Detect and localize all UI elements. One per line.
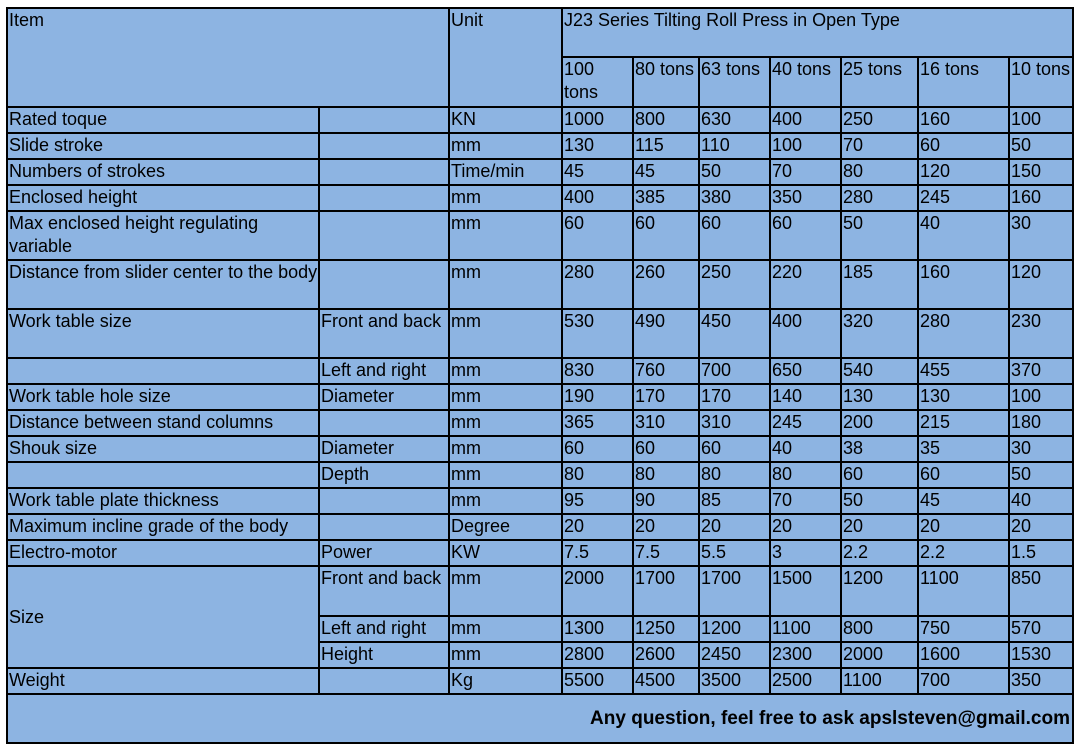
table-row xyxy=(7,540,1073,566)
unit-cell: mm xyxy=(449,436,562,462)
value-cell: 800 xyxy=(841,616,918,642)
value-cell: 245 xyxy=(770,410,841,436)
value-cell: 170 xyxy=(699,384,770,410)
unit-cell: KN xyxy=(449,107,562,133)
item-cell: Enclosed height xyxy=(7,185,319,211)
unit-cell: Degree xyxy=(449,514,562,540)
value-cell: 1200 xyxy=(841,566,918,616)
model-header: 80 tons xyxy=(633,57,699,107)
item-cell: Maximum incline grade of the body xyxy=(7,514,319,540)
sub-cell: Left and right xyxy=(319,358,449,384)
table-row xyxy=(7,309,1073,358)
spec-table xyxy=(6,7,1074,744)
value-cell: 280 xyxy=(841,185,918,211)
value-cell: 95 xyxy=(562,488,633,514)
value-cell: 60 xyxy=(562,436,633,462)
table-row xyxy=(7,410,1073,436)
value-cell: 3500 xyxy=(699,668,770,694)
value-cell: 60 xyxy=(562,211,633,260)
value-cell: 7.5 xyxy=(633,540,699,566)
value-cell: 400 xyxy=(562,185,633,211)
value-cell: 455 xyxy=(918,358,1009,384)
value-cell: 400 xyxy=(770,107,841,133)
value-cell: 1200 xyxy=(699,616,770,642)
value-cell: 760 xyxy=(633,358,699,384)
value-cell: 800 xyxy=(633,107,699,133)
item-cell: Electro-motor xyxy=(7,540,319,566)
value-cell: 30 xyxy=(1009,436,1073,462)
table-row xyxy=(7,185,1073,211)
value-cell: 2.2 xyxy=(918,540,1009,566)
value-cell: 40 xyxy=(1009,488,1073,514)
value-cell: 280 xyxy=(562,260,633,309)
footer-row xyxy=(7,694,1073,743)
value-cell: 700 xyxy=(699,358,770,384)
value-cell: 380 xyxy=(699,185,770,211)
value-cell: 230 xyxy=(1009,309,1073,358)
item-cell: Shouk size xyxy=(7,436,319,462)
sub-cell xyxy=(319,668,449,694)
unit-cell: mm xyxy=(449,410,562,436)
value-cell: 20 xyxy=(633,514,699,540)
item-header: Item xyxy=(7,8,449,107)
table-row xyxy=(7,384,1073,410)
value-cell: 90 xyxy=(633,488,699,514)
unit-cell: mm xyxy=(449,260,562,309)
value-cell: 310 xyxy=(633,410,699,436)
value-cell: 160 xyxy=(1009,185,1073,211)
value-cell: 570 xyxy=(1009,616,1073,642)
contact-footer: Any question, feel free to ask apslsteven@gmail.com xyxy=(7,694,1073,743)
value-cell: 130 xyxy=(918,384,1009,410)
table-row xyxy=(7,358,1073,384)
value-cell: 1500 xyxy=(770,566,841,616)
value-cell: 60 xyxy=(918,462,1009,488)
model-header: 100 tons xyxy=(562,57,633,107)
value-cell: 2000 xyxy=(562,566,633,616)
value-cell: 3 xyxy=(770,540,841,566)
value-cell: 1300 xyxy=(562,616,633,642)
value-cell: 20 xyxy=(841,514,918,540)
value-cell: 160 xyxy=(918,107,1009,133)
value-cell: 220 xyxy=(770,260,841,309)
value-cell: 850 xyxy=(1009,566,1073,616)
value-cell: 120 xyxy=(1009,260,1073,309)
value-cell: 2000 xyxy=(841,642,918,668)
value-cell: 2.2 xyxy=(841,540,918,566)
value-cell: 115 xyxy=(633,133,699,159)
value-cell: 2450 xyxy=(699,642,770,668)
unit-header: Unit xyxy=(449,8,562,107)
value-cell: 60 xyxy=(633,211,699,260)
value-cell: 85 xyxy=(699,488,770,514)
unit-cell: mm xyxy=(449,384,562,410)
value-cell: 350 xyxy=(1009,668,1073,694)
sub-cell xyxy=(319,410,449,436)
item-cell: Weight xyxy=(7,668,319,694)
model-header: 10 tons xyxy=(1009,57,1073,107)
unit-cell: mm xyxy=(449,133,562,159)
value-cell: 350 xyxy=(770,185,841,211)
value-cell: 7.5 xyxy=(562,540,633,566)
item-cell: Work table size xyxy=(7,309,319,358)
table-row xyxy=(7,488,1073,514)
sub-cell xyxy=(319,133,449,159)
model-header: 63 tons xyxy=(699,57,770,107)
value-cell: 750 xyxy=(918,616,1009,642)
value-cell: 45 xyxy=(918,488,1009,514)
table-row xyxy=(7,514,1073,540)
value-cell: 80 xyxy=(633,462,699,488)
value-cell: 60 xyxy=(633,436,699,462)
model-header: 16 tons xyxy=(918,57,1009,107)
value-cell: 1530 xyxy=(1009,642,1073,668)
item-cell: Max enclosed height regulating variable xyxy=(7,211,319,260)
unit-cell: Kg xyxy=(449,668,562,694)
sub-cell: Power xyxy=(319,540,449,566)
value-cell: 185 xyxy=(841,260,918,309)
item-cell: Rated toque xyxy=(7,107,319,133)
unit-cell: mm xyxy=(449,185,562,211)
value-cell: 20 xyxy=(699,514,770,540)
value-cell: 245 xyxy=(918,185,1009,211)
value-cell: 260 xyxy=(633,260,699,309)
value-cell: 120 xyxy=(918,159,1009,185)
value-cell: 2500 xyxy=(770,668,841,694)
value-cell: 1250 xyxy=(633,616,699,642)
value-cell: 130 xyxy=(841,384,918,410)
value-cell: 310 xyxy=(699,410,770,436)
value-cell: 250 xyxy=(841,107,918,133)
value-cell: 2600 xyxy=(633,642,699,668)
item-cell xyxy=(7,462,319,488)
value-cell: 5.5 xyxy=(699,540,770,566)
value-cell: 2800 xyxy=(562,642,633,668)
value-cell: 140 xyxy=(770,384,841,410)
value-cell: 45 xyxy=(633,159,699,185)
value-cell: 38 xyxy=(841,436,918,462)
value-cell: 160 xyxy=(918,260,1009,309)
table-row xyxy=(7,436,1073,462)
table-row xyxy=(7,133,1073,159)
value-cell: 100 xyxy=(1009,384,1073,410)
value-cell: 215 xyxy=(918,410,1009,436)
value-cell: 50 xyxy=(841,488,918,514)
value-cell: 60 xyxy=(699,436,770,462)
value-cell: 60 xyxy=(699,211,770,260)
unit-cell: mm xyxy=(449,211,562,260)
unit-cell: KW xyxy=(449,540,562,566)
unit-cell: mm xyxy=(449,309,562,358)
series-title: J23 Series Tilting Roll Press in Open Type xyxy=(562,8,1073,57)
value-cell: 50 xyxy=(1009,462,1073,488)
value-cell: 650 xyxy=(770,358,841,384)
value-cell: 530 xyxy=(562,309,633,358)
value-cell: 320 xyxy=(841,309,918,358)
value-cell: 110 xyxy=(699,133,770,159)
sub-cell: Front and back xyxy=(319,309,449,358)
item-cell: Distance between stand columns xyxy=(7,410,319,436)
value-cell: 365 xyxy=(562,410,633,436)
value-cell: 30 xyxy=(1009,211,1073,260)
table-row xyxy=(7,107,1073,133)
item-cell xyxy=(7,358,319,384)
item-cell: Distance from slider center to the body xyxy=(7,260,319,309)
value-cell: 60 xyxy=(841,462,918,488)
table-row xyxy=(7,462,1073,488)
sub-cell xyxy=(319,107,449,133)
value-cell: 1100 xyxy=(770,616,841,642)
value-cell: 200 xyxy=(841,410,918,436)
value-cell: 70 xyxy=(770,488,841,514)
unit-cell: mm xyxy=(449,566,562,616)
value-cell: 385 xyxy=(633,185,699,211)
unit-cell: mm xyxy=(449,488,562,514)
unit-cell: mm xyxy=(449,616,562,642)
value-cell: 540 xyxy=(841,358,918,384)
value-cell: 100 xyxy=(770,133,841,159)
value-cell: 40 xyxy=(770,436,841,462)
model-header: 25 tons xyxy=(841,57,918,107)
unit-cell: mm xyxy=(449,462,562,488)
sub-cell: Diameter xyxy=(319,436,449,462)
value-cell: 80 xyxy=(841,159,918,185)
item-cell: Work table plate thickness xyxy=(7,488,319,514)
value-cell: 250 xyxy=(699,260,770,309)
item-cell: Work table hole size xyxy=(7,384,319,410)
value-cell: 490 xyxy=(633,309,699,358)
value-cell: 20 xyxy=(770,514,841,540)
value-cell: 190 xyxy=(562,384,633,410)
value-cell: 1100 xyxy=(918,566,1009,616)
table-row xyxy=(7,260,1073,309)
sub-cell xyxy=(319,159,449,185)
sub-cell: Height xyxy=(319,642,449,668)
sub-cell xyxy=(319,488,449,514)
value-cell: 400 xyxy=(770,309,841,358)
value-cell: 80 xyxy=(562,462,633,488)
value-cell: 130 xyxy=(562,133,633,159)
unit-cell: Time/min xyxy=(449,159,562,185)
header-row xyxy=(7,8,1073,57)
value-cell: 4500 xyxy=(633,668,699,694)
value-cell: 50 xyxy=(699,159,770,185)
sub-cell: Front and back xyxy=(319,566,449,616)
value-cell: 280 xyxy=(918,309,1009,358)
value-cell: 150 xyxy=(1009,159,1073,185)
value-cell: 700 xyxy=(918,668,1009,694)
value-cell: 1000 xyxy=(562,107,633,133)
value-cell: 60 xyxy=(918,133,1009,159)
value-cell: 450 xyxy=(699,309,770,358)
value-cell: 830 xyxy=(562,358,633,384)
value-cell: 35 xyxy=(918,436,1009,462)
value-cell: 370 xyxy=(1009,358,1073,384)
value-cell: 80 xyxy=(699,462,770,488)
sub-cell xyxy=(319,185,449,211)
item-cell: Slide stroke xyxy=(7,133,319,159)
value-cell: 630 xyxy=(699,107,770,133)
value-cell: 1100 xyxy=(841,668,918,694)
sub-cell: Left and right xyxy=(319,616,449,642)
value-cell: 50 xyxy=(841,211,918,260)
value-cell: 20 xyxy=(562,514,633,540)
value-cell: 40 xyxy=(918,211,1009,260)
value-cell: 100 xyxy=(1009,107,1073,133)
table-row xyxy=(7,566,1073,616)
value-cell: 50 xyxy=(1009,133,1073,159)
value-cell: 5500 xyxy=(562,668,633,694)
value-cell: 1700 xyxy=(633,566,699,616)
unit-cell: mm xyxy=(449,642,562,668)
model-header: 40 tons xyxy=(770,57,841,107)
unit-cell: mm xyxy=(449,358,562,384)
table-row xyxy=(7,211,1073,260)
table-row xyxy=(7,668,1073,694)
value-cell: 20 xyxy=(1009,514,1073,540)
item-cell: Size xyxy=(7,566,319,668)
sub-cell xyxy=(319,211,449,260)
table-row xyxy=(7,159,1073,185)
sub-cell: Diameter xyxy=(319,384,449,410)
value-cell: 60 xyxy=(770,211,841,260)
sub-cell xyxy=(319,514,449,540)
value-cell: 80 xyxy=(770,462,841,488)
value-cell: 1.5 xyxy=(1009,540,1073,566)
value-cell: 1600 xyxy=(918,642,1009,668)
value-cell: 2300 xyxy=(770,642,841,668)
sub-cell xyxy=(319,260,449,309)
item-cell: Numbers of strokes xyxy=(7,159,319,185)
value-cell: 70 xyxy=(841,133,918,159)
value-cell: 1700 xyxy=(699,566,770,616)
value-cell: 20 xyxy=(918,514,1009,540)
value-cell: 45 xyxy=(562,159,633,185)
value-cell: 170 xyxy=(633,384,699,410)
value-cell: 180 xyxy=(1009,410,1073,436)
value-cell: 70 xyxy=(770,159,841,185)
sub-cell: Depth xyxy=(319,462,449,488)
